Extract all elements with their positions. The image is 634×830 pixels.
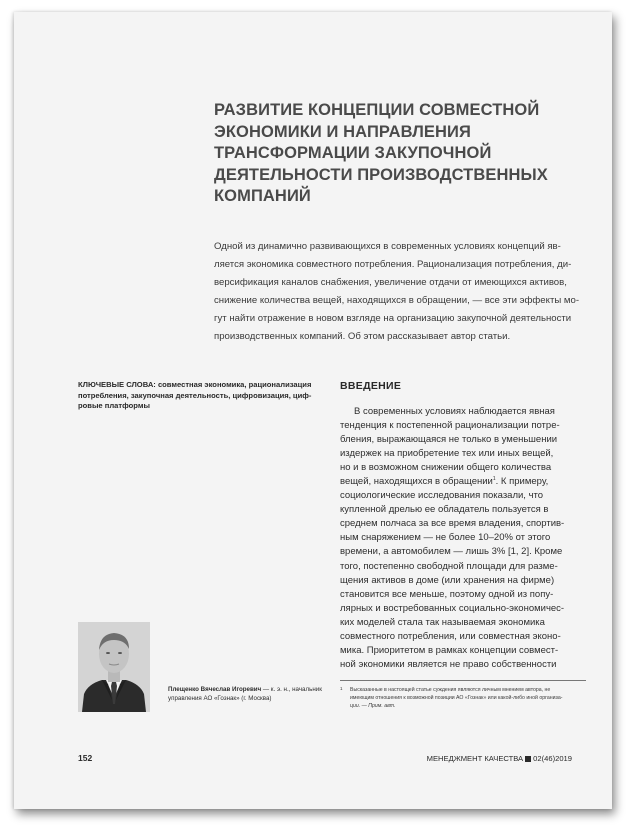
lead-line: снижение количества вещей, находящихся в обращении, — все эти эффекты мо- [214,295,580,306]
title-line: ЭКОНОМИКИ И НАПРАВЛЕНИЯ [214,122,471,141]
lead-line: Одной из динамично развивающихся в современных условиях концепций яв- [214,241,561,252]
author-info [168,685,328,703]
lead-line: производственных компаний. Об этом рассказывает автор статьи. [214,331,511,342]
body-line: ной экономики является не право собственности [340,658,557,670]
title-line: ДЕЯТЕЛЬНОСТИ ПРОИЗВОДСТВЕННЫХ [214,165,548,184]
title-line: КОМПАНИЙ [214,187,311,205]
body-line: тенденция к постепенной рационализации потре- [340,420,560,432]
body-line: щения активов в доме (или хранения на фирме) [340,574,555,586]
author-affiliation: управления АО «Гознак» (г. Москва) [168,695,272,702]
author-line: Плещенко Вячеслав Игоревич — к. э. н., начальник [168,686,322,693]
body-line: среднем полчаса за все время владения, спортив- [340,518,565,530]
body-line: вещей, находящихся в обращении$^1$. К примеру, [340,476,549,488]
body-line: издержек на приобретение тех или иных вещей, [340,448,554,460]
footnote-line: Высказанные в настоящей статье суждения являются личным мнением автора, не [350,687,551,693]
body-line: совместного потребления, или совместная эконо- [340,630,561,642]
body-line: лярных и востребованных социально-экономичес- [340,602,565,614]
author-portrait-image [78,622,150,712]
article-lead [214,238,590,346]
body-text [340,405,586,672]
journal-footer [427,754,572,763]
keywords-block [78,380,318,412]
body-line: купленной дрелью ее обладатель пользуется в [340,504,549,516]
page-number: 152 [78,753,93,763]
journal-issue: 02(46)2019 [533,754,572,763]
footnote-ref[interactable]: 1 [492,476,496,483]
footnote-line: ции. — Прим. авт. [350,703,396,709]
lead-line: гут найти отражение в новом взгляде на организацию закупочной деятельности [214,313,572,324]
footnote-number: 1 [340,686,343,691]
keywords-line: потребления, закупочная деятельность, цифровизация, циф- [78,390,312,400]
keywords-line: КЛЮЧЕВЫЕ СЛОВА: совместная экономика, рационализация [78,380,312,389]
title-line: РАЗВИТИЕ КОНЦЕПЦИИ СОВМЕСТНОЙ [214,101,540,119]
body-line: социологические исследования показали, что [340,490,544,502]
body-line: того, постепенно свободной площади для разме- [340,560,558,572]
lead-line: ляется экономика совместного потребления. Рационализация потребления, ди- [214,259,572,270]
body-line: бления, выражающаяся не только в уменьшении [340,434,558,446]
lead-line: версификация каналов снабжения, увеличение отдачи от имеющихся активов, [214,277,567,288]
body-line: В современных условиях наблюдается явная [354,406,555,417]
footnote [340,686,592,710]
article-title [214,100,594,208]
body-line: времени, а автомобилем — лишь 3% [1, 2]. Кроме [340,546,563,558]
body-line: ких моделей стала так называемая экономика [340,616,545,628]
journal-name: МЕНЕДЖМЕНТ КАЧЕСТВА [426,754,524,763]
title-line: ТРАНСФОРМАЦИИ ЗАКУПОЧНОЙ [214,144,492,162]
author-name: Плещенко Вячеслав Игоревич [168,686,262,693]
section-heading: ВВЕДЕНИЕ [340,380,402,392]
footnote-line: имеющим отношения к возможной позиции АО «Гознак» или какой-либо иной организа- [350,695,563,701]
journal-page [14,12,612,809]
body-line: мика. Приоритетом в рамках концепции совмест- [340,644,559,656]
body-line: но и в возможном снижении общего количества [340,462,552,474]
keywords-line: ровые платформы [78,401,150,410]
author-photo [78,622,150,712]
body-line: становится все меньше, поэтому одной из попу- [340,588,554,600]
square-separator-icon [525,756,531,762]
footnote-divider [340,680,586,681]
body-line: ным снаряжением — не более 10–20% от этого [340,532,551,544]
